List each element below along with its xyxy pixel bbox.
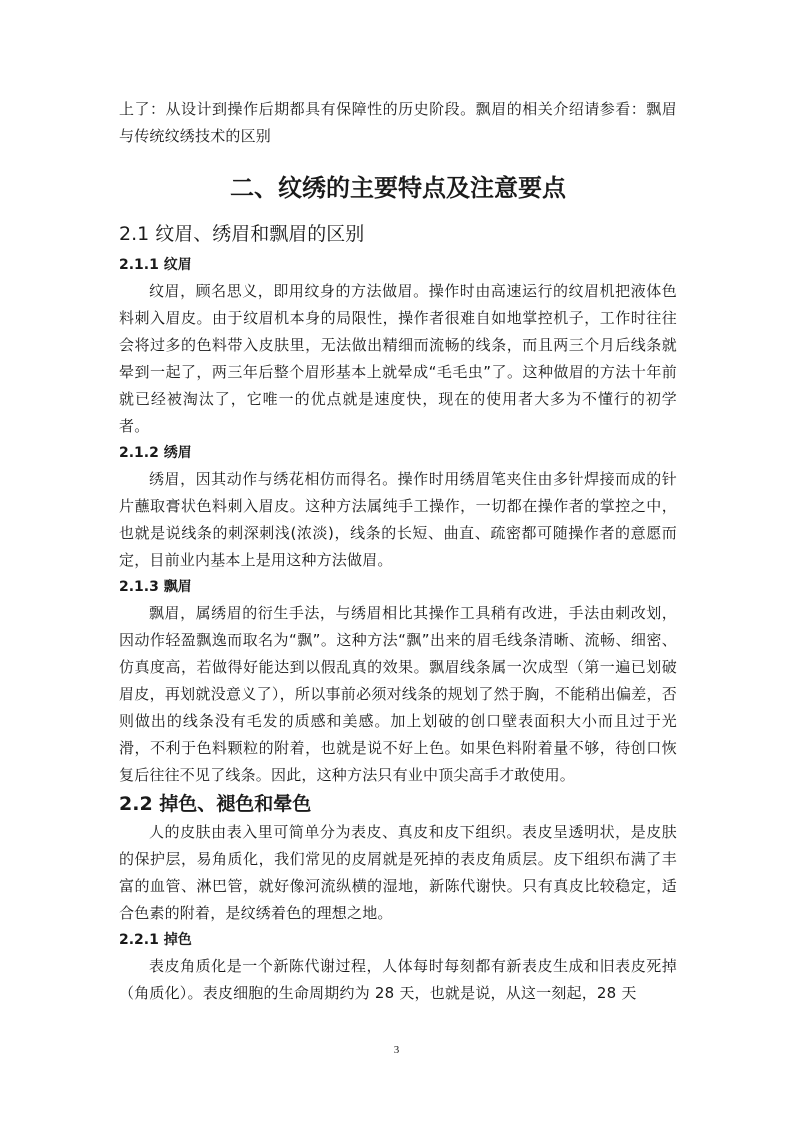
page-content: [119, 96, 677, 1007]
chapter-title: 二、纹绣的主要特点及注意要点: [230, 174, 566, 202]
section-2-1-2-title: 2.1.2 绣眉: [119, 445, 192, 461]
section-2-1-1-title: 2.1.1 纹眉: [119, 257, 192, 273]
section-2-2-1-title: 2.2.1 掉色: [119, 932, 192, 948]
section-2-2-body: 人的皮肤由表入里可简单分为表皮、真皮和皮下组织。表皮呈透明状，是皮肤的保护层，易角质化，我们常见的皮屑就是死掉的表皮角质层。皮下组织布满了丰富的血管、淋巴管，就好像河流纵横的湿地，新陈代谢快。只有真皮比较稳定，适合色素的附着，是纹绣着色的理想之地。: [119, 823, 677, 922]
section-2-1-title: 2.1 纹眉、绣眉和飘眉的区别: [119, 223, 365, 245]
section-2-1-2-body: 绣眉，因其动作与绣花相仿而得名。操作时用绣眉笔夹住由多针焊接而成的针片蘸取膏状色料刺入眉皮。这种方法属纯手工操作，一切都在操作者的掌控之中，也就是说线条的刺深刺浅(浓淡)，线条的长短、曲直、疏密都可随操作者的意愿而定，目前业内基本上是用这种方法做眉。: [119, 470, 677, 569]
section-2-1-3-body: 飘眉，属绣眉的衍生手法，与绣眉相比其操作工具稍有改进，手法由刺改划，因动作轻盈飘逸而取名为“飘”。这种方法“飘”出来的眉毛线条清晰、流畅、细密、仿真度高，若做得好能达到以假乱真的效果。飘眉线条属一次成型（第一遍已划破眉皮，再划就没意义了），所以事前必须对线条的规划了然于胸，不能稍出偏差，否则做出的线条没有毛发的质感和美感。加上划破的创口壁表面积大小而且过于光滑，不利于色料颗粒的附着，也就是说不好上色。如果色料附着量不够，待创口恢复后往往不见了线条。因此，这种方法只有业中顶尖高手才敢使用。: [119, 604, 677, 784]
page-number: 3: [393, 1044, 400, 1056]
section-2-1-3-title: 2.1.3 飘眉: [119, 579, 192, 595]
section-2-2-1-body: 表皮角质化是一个新陈代谢过程，人体每时每刻都有新表皮生成和旧表皮死掉（角质化）。表皮细胞的生命周期约为 28 天，也就是说，从这一刻起，28 天: [119, 957, 677, 1002]
section-2-1-1-body: 纹眉，顾名思义，即用纹身的方法做眉。操作时由高速运行的纹眉机把液体色料刺入眉皮。由于纹眉机本身的局限性，操作者很难自如地掌控机子，工作时往往会将过多的色料带入皮肤里，无法做出精细而流畅的线条，而且两三个月后线条就晕到一起了，两三年后整个眉形基本上就晕成“毛毛虫”了。这种做眉的方法十年前就已经被淘汰了，它唯一的优点就是速度快，现在的使用者大多为不懂行的初学者。: [119, 282, 677, 435]
section-2-2-title: 2.2 掉色、褪色和晕色: [119, 793, 312, 815]
intro-paragraph: 上了：从设计到操作后期都具有保障性的历史阶段。飘眉的相关介绍请参看：飘眉与传统纹绣技术的区别: [119, 100, 677, 145]
